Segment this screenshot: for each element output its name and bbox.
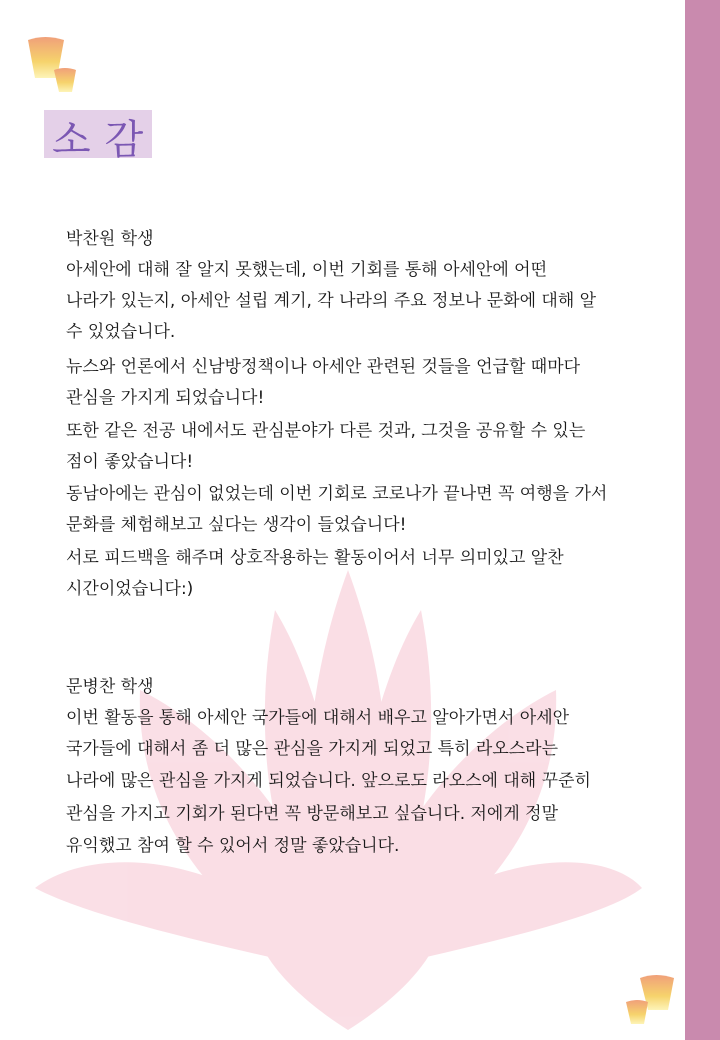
lantern-icon-bottom (624, 972, 684, 1027)
page-title: 소감 (52, 117, 158, 163)
review-line: 뉴스와 언론에서 신남방정책이나 아세안 관련된 것들을 언급할 때마다 (66, 357, 581, 377)
review-line: 또한 같은 전공 내에서도 관심분야가 다른 것과, 그것을 공유할 수 있는 (66, 421, 586, 441)
review-line: 서로 피드백을 해주며 상호작용하는 활동이어서 너무 의미있고 알찬 (66, 548, 564, 568)
review-line: 문화를 체험해보고 싶다는 생각이 들었습니다! (66, 515, 407, 535)
review-line: 관심을 가지게 되었습니다! (66, 388, 265, 408)
review-line: 시간이었습니다:) (66, 579, 194, 599)
review-line: 국가들에 대해서 좀 더 많은 관심을 가지게 되었고 특히 라오스라는 (66, 739, 559, 759)
reviewer-name: 박찬원 학생 (66, 229, 154, 249)
review-line: 유익했고 참여 할 수 있어서 정말 좋았습니다. (66, 836, 400, 856)
side-decor-band (685, 0, 720, 1040)
review-line: 동남아에는 관심이 없었는데 이번 기회로 코로나가 끝나면 꼭 여행을 가서 (66, 484, 608, 504)
review-line: 이번 활동을 통해 아세안 국가들에 대해서 배우고 알아가면서 아세안 (66, 708, 570, 728)
review-line: 관심을 가지고 기회가 된다면 꼭 방문해보고 싶습니다. 저에게 정말 (66, 804, 559, 824)
review-line: 점이 좋았습니다! (66, 452, 194, 472)
review-line: 수 있었습니다. (66, 322, 176, 342)
review-line: 아세안에 대해 잘 알지 못했는데, 이번 기회를 통해 아세안에 어떤 (66, 260, 548, 280)
review-line: 나라에 많은 관심을 가지게 되었습니다. 앞으로도 라오스에 대해 꾸준히 (66, 771, 591, 791)
reviewer-name: 문병찬 학생 (66, 677, 154, 697)
lantern-icon-top (24, 34, 84, 94)
review-line: 나라가 있는지, 아세안 설립 계기, 각 나라의 주요 정보나 문화에 대해 알 (66, 291, 597, 311)
